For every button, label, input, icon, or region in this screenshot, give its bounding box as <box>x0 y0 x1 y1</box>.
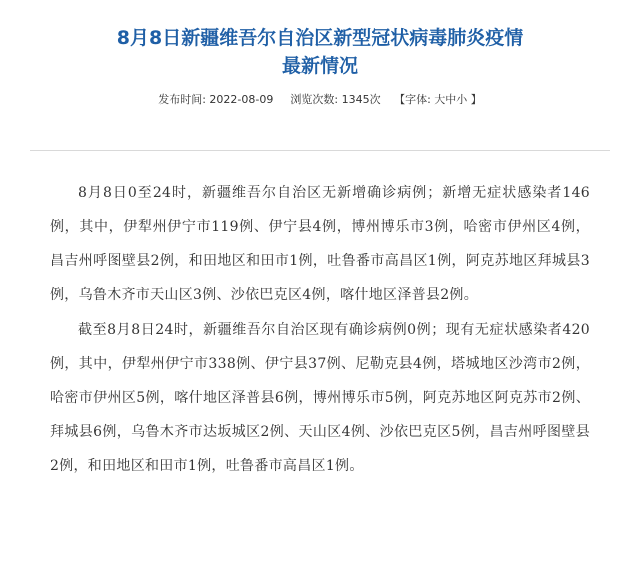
font-size-small-link[interactable]: 小 <box>456 93 468 106</box>
font-size-medium-link[interactable]: 中 <box>445 93 457 106</box>
publish-label: 发布时间: <box>158 93 206 106</box>
font-size-suffix: 】 <box>470 93 482 106</box>
publish-date: 2022-08-09 <box>209 93 274 106</box>
paragraph-1: 8月8日0至24时，新疆维吾尔自治区无新增确诊病例；新增无症状感染者146例，其中，伊犁州伊宁市119例、伊宁县4例，博州博乐市3例，哈密市伊州区4例，昌吉州呼图壁县2例，和田地区和田市1例，吐鲁番市高昌区1例，阿克苏地区拜城县3例，乌鲁木齐市天山区3例、沙依巴克区4例，喀什地区泽普县2例。 <box>50 185 590 303</box>
paragraph-2: 截至8月8日24时，新疆维吾尔自治区现有确诊病例0例；现有无症状感染者420例，其中，伊犁州伊宁市338例、伊宁县37例、尼勒克县4例，塔城地区沙湾市2例，哈密市伊州区5例，喀什地区泽普县6例，博州博乐市5例，阿克苏地区阿克苏市2例、拜城县6例，乌鲁木齐市达坂城区2例、天山区4例、沙依巴克区5例，昌吉州呼图壁县2例，和田地区和田市1例，吐鲁番市高昌区1例。 <box>50 322 590 474</box>
font-size-prefix: 【字体: <box>394 93 431 106</box>
title-line-1: 8月8日新疆维吾尔自治区新型冠状病毒肺炎疫情 <box>116 27 524 49</box>
font-size-control <box>394 93 482 106</box>
meta-divider <box>30 150 610 151</box>
font-size-large-link[interactable]: 大 <box>434 93 446 106</box>
article-title <box>0 0 640 80</box>
views-label: 浏览次数: <box>290 93 339 106</box>
title-line-2: 最新情况 <box>281 55 358 77</box>
article-meta <box>0 92 640 108</box>
views-count: 1345次 <box>341 93 381 106</box>
article-body <box>50 176 590 483</box>
